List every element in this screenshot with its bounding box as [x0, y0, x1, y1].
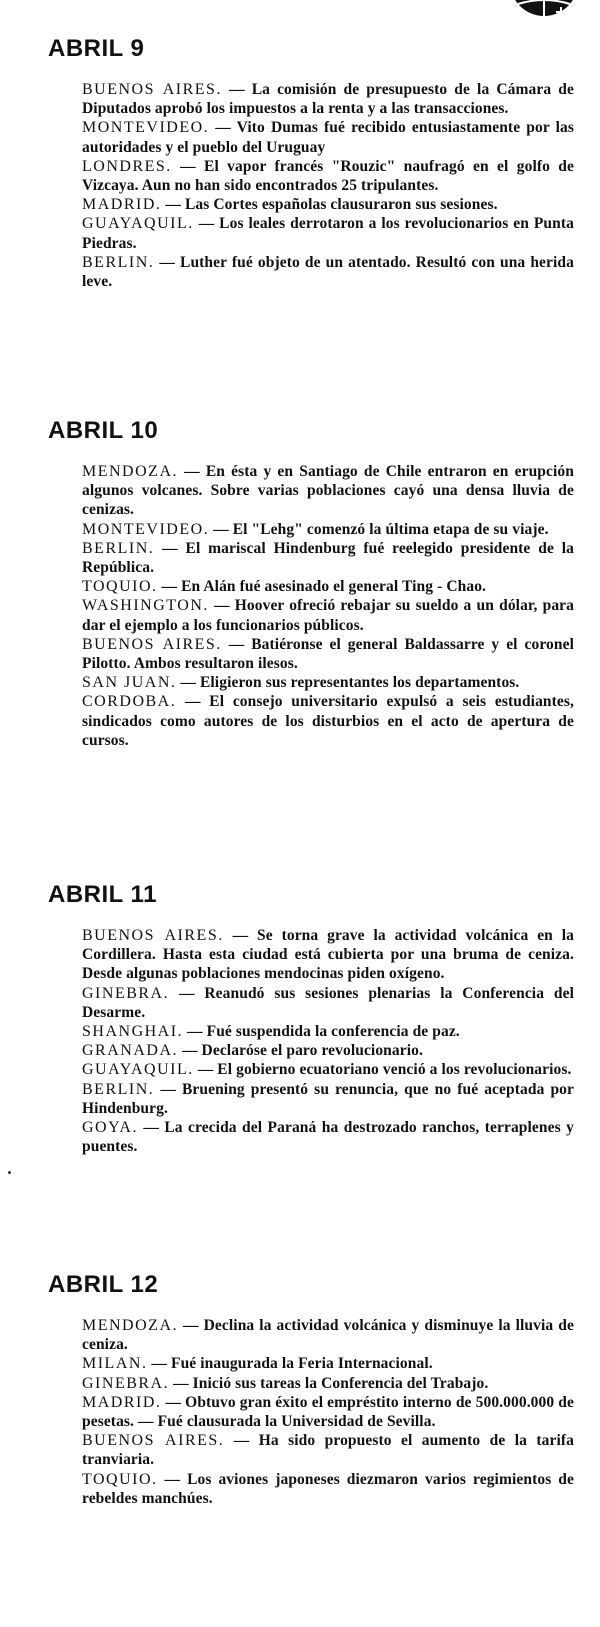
news-item: [82, 1316, 574, 1354]
news-text: — El mariscal Hindenburg fué reelegido presidente de la República.: [82, 539, 574, 577]
news-city: BUENOS AIRES.: [82, 635, 222, 653]
news-city: CORDOBA.: [82, 693, 177, 711]
news-item: [82, 520, 574, 539]
news-item: [82, 539, 574, 577]
news-text: — Bruening presentó su renuncia, que no fué aceptada por Hindenburg.: [82, 1080, 574, 1117]
news-item: [82, 214, 574, 252]
globe-emblem-icon: [504, 0, 576, 20]
news-city: MADRID.: [82, 196, 162, 214]
news-item: [82, 596, 574, 634]
news-text: — Se torna grave la actividad volcánica en la Cordillera. Hasta esta ciudad está cubierta por una bruma de ceniza. Desde algunas poblaciones mendocinas piden oxígeno.: [82, 927, 575, 983]
news-city: GOYA.: [82, 1119, 138, 1137]
news-item: [82, 157, 574, 195]
date-heading: ABRIL 12: [48, 1271, 159, 1298]
news-item: [82, 1431, 574, 1469]
news-city: GUAYAQUIL.: [82, 1061, 194, 1079]
news-text: — El "Lehg" comenzó la última etapa de su viaje.: [213, 520, 549, 538]
news-text: — Fué suspendida la conferencia de paz.: [187, 1023, 460, 1041]
news-city: SAN JUAN.: [82, 674, 177, 692]
news-item: [82, 462, 574, 520]
news-item: [82, 926, 574, 984]
news-text: — Eligieron sus representantes los departamentos.: [180, 674, 520, 692]
news-item: [82, 635, 574, 673]
news-text: — Vito Dumas fué recibido entusiastamente por las autoridades y el pueblo del Uruguay: [82, 119, 574, 156]
news-item: [82, 1060, 574, 1079]
news-item: [82, 1470, 574, 1508]
news-item: [82, 673, 574, 692]
news-list: [82, 926, 574, 1156]
news-item: [82, 692, 574, 750]
news-text: — Batiéronse el general Baldassarre y el coronel Pilotto. Ambos resultaron ilesos.: [82, 635, 574, 673]
news-city: MENDOZA.: [82, 1317, 178, 1334]
news-city: MADRID.: [82, 1393, 162, 1411]
news-city: GRANADA.: [82, 1042, 178, 1060]
news-city: BUENOS AIRES.: [82, 81, 222, 98]
news-text: — La crecida del Paraná ha destrozado ranchos, terraplenes y puentes.: [82, 1119, 574, 1156]
news-city: GUAYAQUIL.: [82, 215, 194, 233]
news-text: — La comisión de presupuesto de la Cámara de Diputados aprobó los impuestos a la renta y a las transacciones.: [82, 81, 574, 118]
news-text: — Declina la actividad volcánica y disminuye la lluvia de ceniza.: [82, 1317, 574, 1354]
news-city: BUENOS AIRES.: [82, 927, 224, 944]
news-item: [82, 1022, 574, 1041]
news-item: [82, 577, 574, 596]
news-city: MENDOZA.: [82, 463, 178, 480]
news-item: [82, 118, 574, 156]
news-text: — En Alán fué asesinado el general Ting - Chao.: [161, 578, 487, 596]
news-text: — El consejo universitario expulsó a seis estudiantes, sindicados como autores de los disturbios en el acto de apertura de cursos.: [82, 693, 574, 749]
date-heading: ABRIL 11: [48, 881, 157, 908]
news-list: [82, 1316, 574, 1508]
news-city: BERLIN.: [82, 253, 155, 271]
news-list: [82, 80, 574, 291]
news-item: [82, 80, 574, 118]
date-heading: ABRIL 10: [48, 417, 159, 444]
news-text: — Reanudó sus sesiones plenarias la Conferencia del Desarme.: [82, 984, 574, 1021]
news-text: — El gobierno ecuatoriano venció a los revolucionarios.: [197, 1061, 572, 1079]
news-item: [82, 1118, 574, 1156]
news-text: — El vapor francés "Rouzic" naufragó en el golfo de Vizcaya. Aun no han sido encontrados 25 tripulantes.: [82, 157, 574, 195]
news-city: MONTEVIDEO.: [82, 119, 210, 137]
news-city: BUENOS AIRES.: [82, 1432, 225, 1450]
news-city: LONDRES.: [82, 157, 172, 175]
news-text: — Las Cortes españolas clausuraron sus sesiones.: [165, 196, 498, 214]
news-item: [82, 1041, 574, 1060]
news-text: — Luther fué objeto de un atentado. Resultó con una herida leve.: [82, 253, 574, 291]
news-city: TOQUIO.: [82, 1470, 158, 1488]
news-text: — Fué inaugurada la Feria Internacional.: [151, 1355, 433, 1373]
news-item: [82, 195, 574, 214]
news-item: [82, 1354, 574, 1373]
news-text: — Inició sus tareas la Conferencia del Trabajo.: [173, 1374, 489, 1392]
news-item: [82, 1393, 574, 1431]
news-city: MILAN.: [82, 1355, 148, 1373]
news-text: — Declaróse el paro revolucionario.: [181, 1042, 423, 1060]
news-item: [82, 1080, 574, 1118]
news-text: — En ésta y en Santiago de Chile entraron en erupción algunos volcanes. Sobre varias poblaciones cayó una densa lluvia de cenizas.: [82, 463, 574, 519]
news-text: — Ha sido propuesto el aumento de la tarifa tranviaria.: [82, 1432, 575, 1469]
news-city: BERLIN.: [82, 539, 155, 557]
date-heading: ABRIL 9: [48, 35, 145, 62]
news-text: — Los aviones japoneses diezmaron varios regimientos de rebeldes manchúes.: [82, 1470, 574, 1507]
news-city: BERLIN.: [82, 1080, 155, 1098]
news-city: TOQUIO.: [82, 578, 158, 596]
news-city: GINEBRA.: [82, 984, 170, 1002]
print-speck: [8, 1171, 11, 1174]
news-city: MONTEVIDEO.: [82, 520, 210, 538]
news-city: GINEBRA.: [82, 1374, 170, 1392]
news-list: [82, 462, 574, 750]
news-text: — Obtuvo gran éxito el empréstito interno de 500.000.000 de pesetas. — Fué clausurada la Universidad de Sevilla.: [82, 1393, 574, 1431]
news-text: — Hoover ofreció rebajar su sueldo a un dólar, para dar el ejemplo a los funcionarios públicos.: [82, 597, 574, 634]
news-item: [82, 984, 574, 1022]
news-city: SHANGHAI.: [82, 1023, 184, 1041]
news-item: [82, 253, 574, 291]
news-text: — Los leales derrotaron a los revolucionarios en Punta Piedras.: [82, 215, 574, 252]
news-item: [82, 1374, 574, 1393]
news-city: WASHINGTON.: [82, 597, 209, 615]
